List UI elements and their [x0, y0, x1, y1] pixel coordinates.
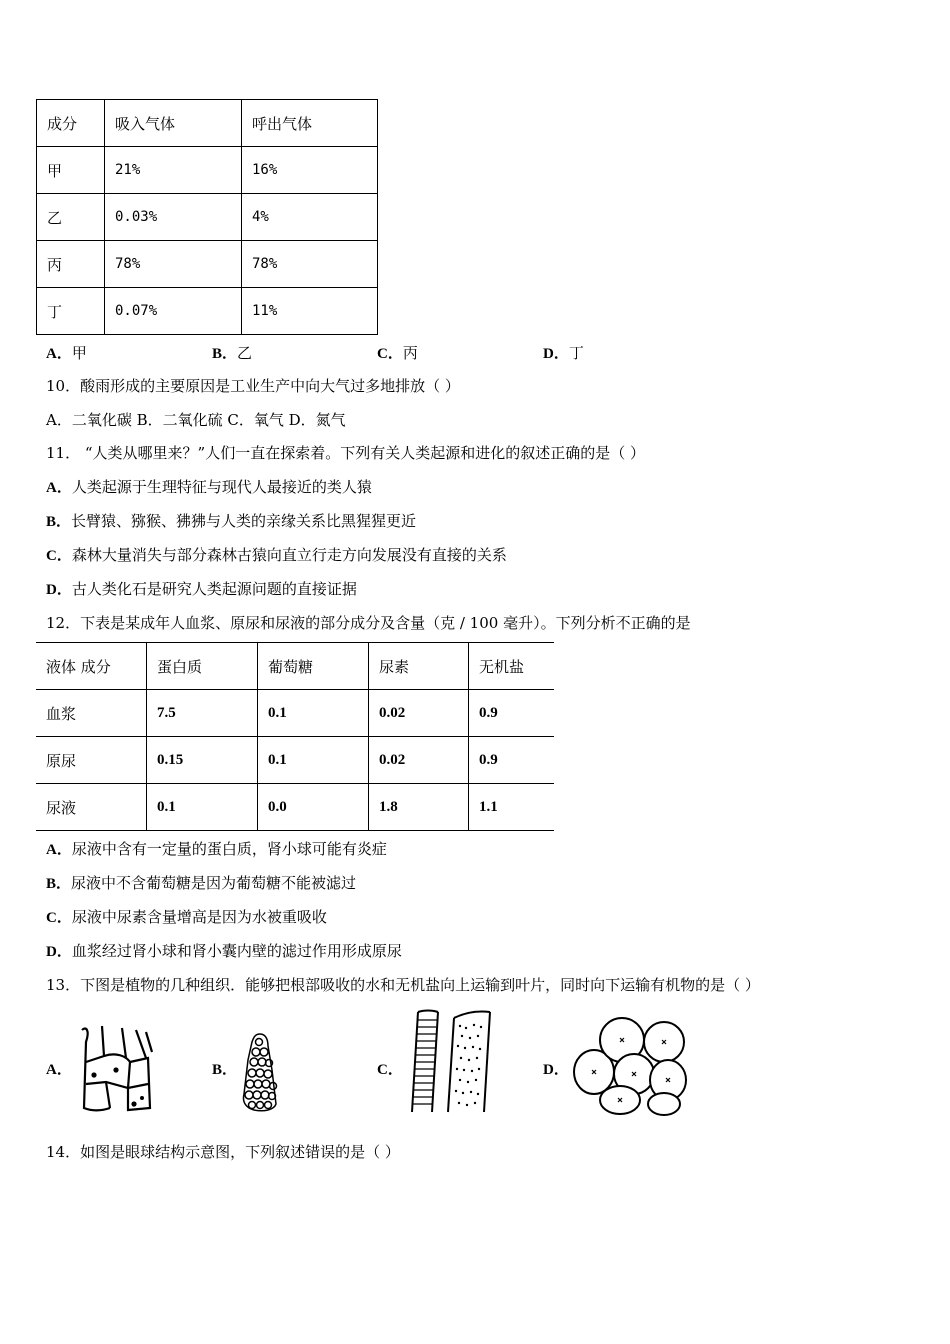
- option-text: 人类起源于生理特征与现代人最接近的类人猿: [71, 478, 372, 496]
- table-cell: 0.07%: [105, 288, 242, 335]
- option-label: C．: [46, 548, 72, 564]
- table-cell: 0.02: [369, 737, 469, 784]
- table-cell: 0.02: [369, 690, 469, 737]
- gas-composition-table: [36, 99, 378, 335]
- option-text: 森林大量消失与部分森林古猿向直立行走方向发展没有直接的关系: [71, 546, 507, 564]
- q9-option-c[interactable]: [377, 342, 418, 363]
- table-header-cell: 无机盐: [469, 643, 555, 690]
- table-row: [36, 690, 554, 737]
- plant-tissue-d-illustration[interactable]: [570, 1014, 692, 1116]
- table-cell: 丁: [37, 288, 105, 335]
- q13-option-d-label[interactable]: D．: [543, 1062, 569, 1078]
- table-cell: 血浆: [36, 690, 147, 737]
- q12-stem: 12．下表是某成年人血浆、原尿和尿液的部分成分及含量（克 / 100 毫升）。下列分析不正确的是: [46, 614, 691, 632]
- table-cell: 0.0: [258, 784, 369, 831]
- q9-option-d[interactable]: [543, 342, 584, 363]
- q10-options: A．二氧化碳 B．二氧化硫 C．氧气 D．氮气: [46, 411, 346, 429]
- table-row: [37, 100, 378, 147]
- q10-stem: 10．酸雨形成的主要原因是工业生产中向大气过多地排放（ ）: [46, 377, 460, 395]
- table-cell: 尿液: [36, 784, 147, 831]
- option-text: 尿液中含有一定量的蛋白质，肾小球可能有炎症: [71, 840, 387, 858]
- table-cell: 0.1: [258, 690, 369, 737]
- table-cell: 1.8: [369, 784, 469, 831]
- option-label: B．: [212, 346, 238, 362]
- option-text: 古人类化石是研究人类起源问题的直接证据: [71, 580, 357, 598]
- q14-stem: 14．如图是眼球结构示意图，下列叙述错误的是（ ）: [46, 1143, 400, 1161]
- table-cell: 丙: [37, 241, 105, 288]
- q11-option-c[interactable]: [46, 544, 507, 565]
- table-header-cell: 呼出气体: [242, 100, 378, 147]
- option-label: C．: [377, 346, 403, 362]
- plant-tissue-a-illustration[interactable]: [76, 1022, 156, 1114]
- table-row: [36, 643, 554, 690]
- q13-option-b-label[interactable]: B．: [212, 1062, 238, 1078]
- table-row: [36, 737, 554, 784]
- table-cell: 78%: [105, 241, 242, 288]
- q9-option-a[interactable]: [46, 342, 87, 363]
- option-label: D．: [46, 582, 72, 598]
- table-row: [37, 241, 378, 288]
- q12-option-d[interactable]: [46, 940, 402, 961]
- table-cell: 0.9: [469, 737, 555, 784]
- q12-option-b[interactable]: [46, 872, 356, 893]
- table-cell: 16%: [242, 147, 378, 194]
- table-cell: 11%: [242, 288, 378, 335]
- table-row: [37, 147, 378, 194]
- option-label: B．: [46, 876, 72, 892]
- option-label: A．: [46, 480, 72, 496]
- option-text: 尿液中不含葡萄糖是因为葡萄糖不能被滤过: [71, 874, 357, 892]
- table-cell: 7.5: [147, 690, 258, 737]
- option-label: D．: [543, 346, 569, 362]
- option-text: 长臂猿、猕猴、狒狒与人类的亲缘关系比黑猩猩更近: [71, 512, 417, 530]
- table-row: [36, 784, 554, 831]
- table-cell: 0.1: [258, 737, 369, 784]
- plant-tissue-c-illustration[interactable]: [404, 1008, 494, 1116]
- q11-option-b[interactable]: [46, 510, 416, 531]
- table-cell: 甲: [37, 147, 105, 194]
- q13-option-a-label[interactable]: A．: [46, 1062, 72, 1078]
- option-text: 甲: [71, 344, 87, 362]
- q12-option-c[interactable]: [46, 906, 327, 927]
- table-cell: 0.1: [147, 784, 258, 831]
- table-cell: 0.15: [147, 737, 258, 784]
- option-label: A．: [46, 842, 72, 858]
- table-header-cell: 吸入气体: [105, 100, 242, 147]
- option-text: 丙: [402, 344, 418, 362]
- table-header-cell: 尿素: [369, 643, 469, 690]
- table-header-cell: 葡萄糖: [258, 643, 369, 690]
- option-text: 乙: [237, 344, 253, 362]
- q13-stem: 13．下图是植物的几种组织．能够把根部吸收的水和无机盐向上运输到叶片，同时向下运输有机物的是（ ）: [46, 976, 760, 994]
- option-text: 尿液中尿素含量增高是因为水被重吸收: [71, 908, 327, 926]
- table-header-cell: 成分: [37, 100, 105, 147]
- table-header-cell: 蛋白质: [147, 643, 258, 690]
- table-cell: 1.1: [469, 784, 555, 831]
- table-header-cell: 液体 成分: [36, 643, 147, 690]
- table-cell: 原尿: [36, 737, 147, 784]
- table-cell: 78%: [242, 241, 378, 288]
- table-cell: 0.03%: [105, 194, 242, 241]
- q13-option-c-label[interactable]: C．: [377, 1062, 403, 1078]
- option-label: C．: [46, 910, 72, 926]
- option-label: D．: [46, 944, 72, 960]
- q9-option-b[interactable]: [212, 342, 252, 363]
- table-row: [37, 194, 378, 241]
- plant-tissue-b-illustration[interactable]: [238, 1030, 282, 1114]
- option-text: 丁: [568, 344, 584, 362]
- q12-option-a[interactable]: [46, 838, 387, 859]
- q11-option-a[interactable]: [46, 476, 372, 497]
- urine-composition-table: [36, 642, 554, 831]
- table-cell: 4%: [242, 194, 378, 241]
- option-text: 血浆经过肾小球和肾小囊内壁的滤过作用形成原尿: [71, 942, 402, 960]
- option-label: A．: [46, 346, 72, 362]
- table-row: [37, 288, 378, 335]
- table-cell: 0.9: [469, 690, 555, 737]
- q11-stem: 11． “人类从哪里来？”人们一直在探索着。下列有关人类起源和进化的叙述正确的是（ ）: [46, 444, 645, 462]
- q11-option-d[interactable]: [46, 578, 357, 599]
- option-label: B．: [46, 514, 72, 530]
- table-cell: 21%: [105, 147, 242, 194]
- table-cell: 乙: [37, 194, 105, 241]
